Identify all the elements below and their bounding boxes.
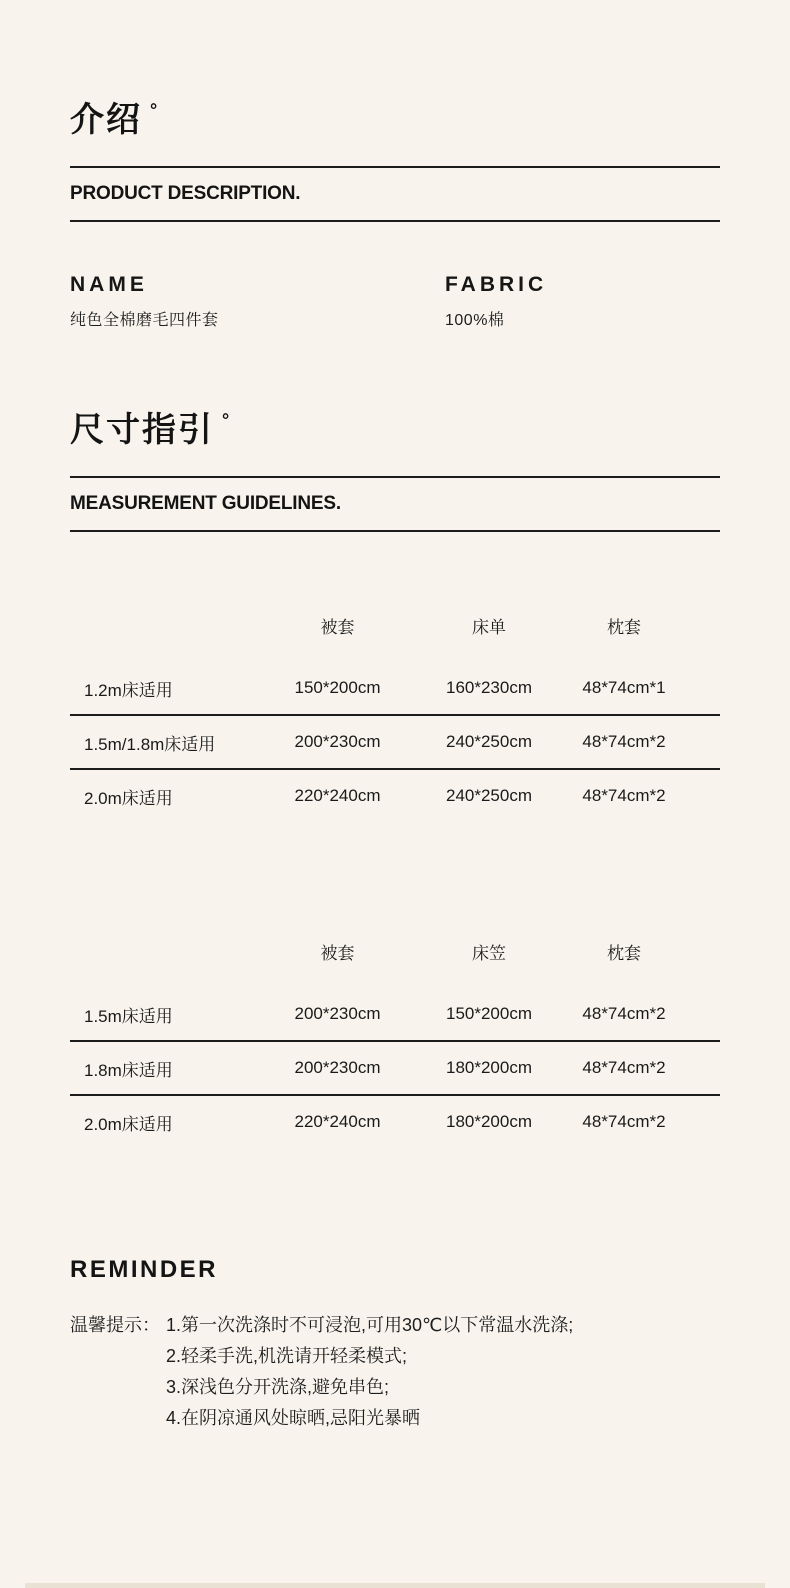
- size-table-row: [70, 1094, 720, 1148]
- reminder-body: [70, 1310, 720, 1434]
- size-table-cell: 150*200cm: [445, 1004, 532, 1023]
- size-table-cell: 200*230cm: [294, 732, 381, 751]
- reminder-section: [70, 1256, 720, 1434]
- size-table-cell: 160*230cm: [445, 678, 532, 697]
- size-guide-section: [70, 398, 720, 1148]
- size-table-row: [70, 714, 720, 768]
- intro-section: [70, 88, 720, 332]
- size-table-cell: 240*250cm: [445, 732, 532, 751]
- size-table-cell: 220*240cm: [294, 786, 381, 805]
- size-table-cell: 180*200cm: [445, 1058, 532, 1077]
- size-guide-title-text: 尺寸指引: [70, 411, 214, 449]
- size-table-row-label: 1.5m床适用: [84, 1006, 173, 1026]
- size-table-column-header: 床笠: [472, 944, 506, 963]
- next-section-edge: [25, 1583, 765, 1588]
- size-table-column-header: 枕套: [607, 944, 641, 963]
- size-table-column-header: 床单: [472, 618, 506, 637]
- field-name-value: 纯色全棉磨毛四件套: [70, 312, 219, 329]
- size-table-cell: 240*250cm: [445, 786, 532, 805]
- size-table-fitted-sheet: [70, 944, 720, 1148]
- reminder-list: [166, 1310, 720, 1434]
- size-table-row-label: 2.0m床适用: [84, 788, 173, 808]
- size-table-row: [70, 1040, 720, 1094]
- field-fabric-label: FABRIC: [445, 273, 548, 296]
- size-table-cell: 48*74cm*2: [582, 1058, 666, 1077]
- size-table-row-label: 1.5m/1.8m床适用: [84, 734, 216, 754]
- divider-line: [70, 166, 720, 168]
- reminder-label: 温馨提示：: [70, 1315, 160, 1335]
- size-table-column-header: 被套: [320, 944, 355, 963]
- size-table-row-label: 1.2m床适用: [84, 680, 173, 700]
- size-table-cell: 48*74cm*2: [582, 786, 666, 805]
- size-table-row-label: 2.0m床适用: [84, 1114, 173, 1134]
- size-table-column-header: 枕套: [607, 618, 641, 637]
- size-table-cell: 200*230cm: [294, 1004, 381, 1023]
- size-table-header-row: [70, 944, 720, 988]
- divider-line: [70, 220, 720, 222]
- field-fabric: [445, 272, 720, 332]
- degree-mark: °: [222, 410, 232, 430]
- size-table-row: [70, 662, 720, 714]
- product-fields: [70, 272, 720, 332]
- size-table-header-row: [70, 618, 720, 662]
- intro-title-cn: [70, 88, 720, 142]
- size-guide-title-cn: [70, 398, 720, 452]
- size-table-cell: 220*240cm: [294, 1112, 381, 1131]
- size-table-flat-sheet: [70, 618, 720, 822]
- size-guide-subtitle-en: MEASUREMENT GUIDELINES.: [70, 493, 341, 514]
- divider-line: [70, 476, 720, 478]
- reminder-item: 3.深浅色分开洗涤,避免串色;: [166, 1377, 390, 1397]
- reminder-item: 1.第一次洗涤时不可浸泡,可用30℃以下常温水洗涤;: [166, 1315, 574, 1335]
- size-table-row-label: 1.8m床适用: [84, 1060, 173, 1080]
- size-table-cell: 180*200cm: [445, 1112, 532, 1131]
- intro-title-text: 介绍: [70, 101, 142, 139]
- intro-subtitle-en: PRODUCT DESCRIPTION.: [70, 183, 301, 204]
- size-table-column-header: 被套: [320, 618, 355, 637]
- field-fabric-value: 100%棉: [445, 312, 505, 329]
- divider-line: [70, 530, 720, 532]
- reminder-item: 4.在阴凉通风处晾晒,忌阳光暴晒: [166, 1408, 421, 1428]
- field-name: [70, 272, 445, 332]
- size-table-cell: 150*200cm: [294, 678, 381, 697]
- size-table-row: [70, 768, 720, 822]
- size-table-cell: 48*74cm*2: [582, 1112, 666, 1131]
- size-table-row: [70, 988, 720, 1040]
- degree-mark: °: [150, 100, 160, 120]
- reminder-title: REMINDER: [70, 1256, 219, 1283]
- size-table-cell: 48*74cm*2: [582, 1004, 666, 1023]
- size-table-cell: 48*74cm*2: [582, 732, 666, 751]
- size-table-cell: 48*74cm*1: [582, 678, 666, 697]
- field-name-label: NAME: [70, 273, 148, 296]
- size-table-cell: 200*230cm: [294, 1058, 381, 1077]
- reminder-item: 2.轻柔手洗,机洗请开轻柔模式;: [166, 1346, 408, 1366]
